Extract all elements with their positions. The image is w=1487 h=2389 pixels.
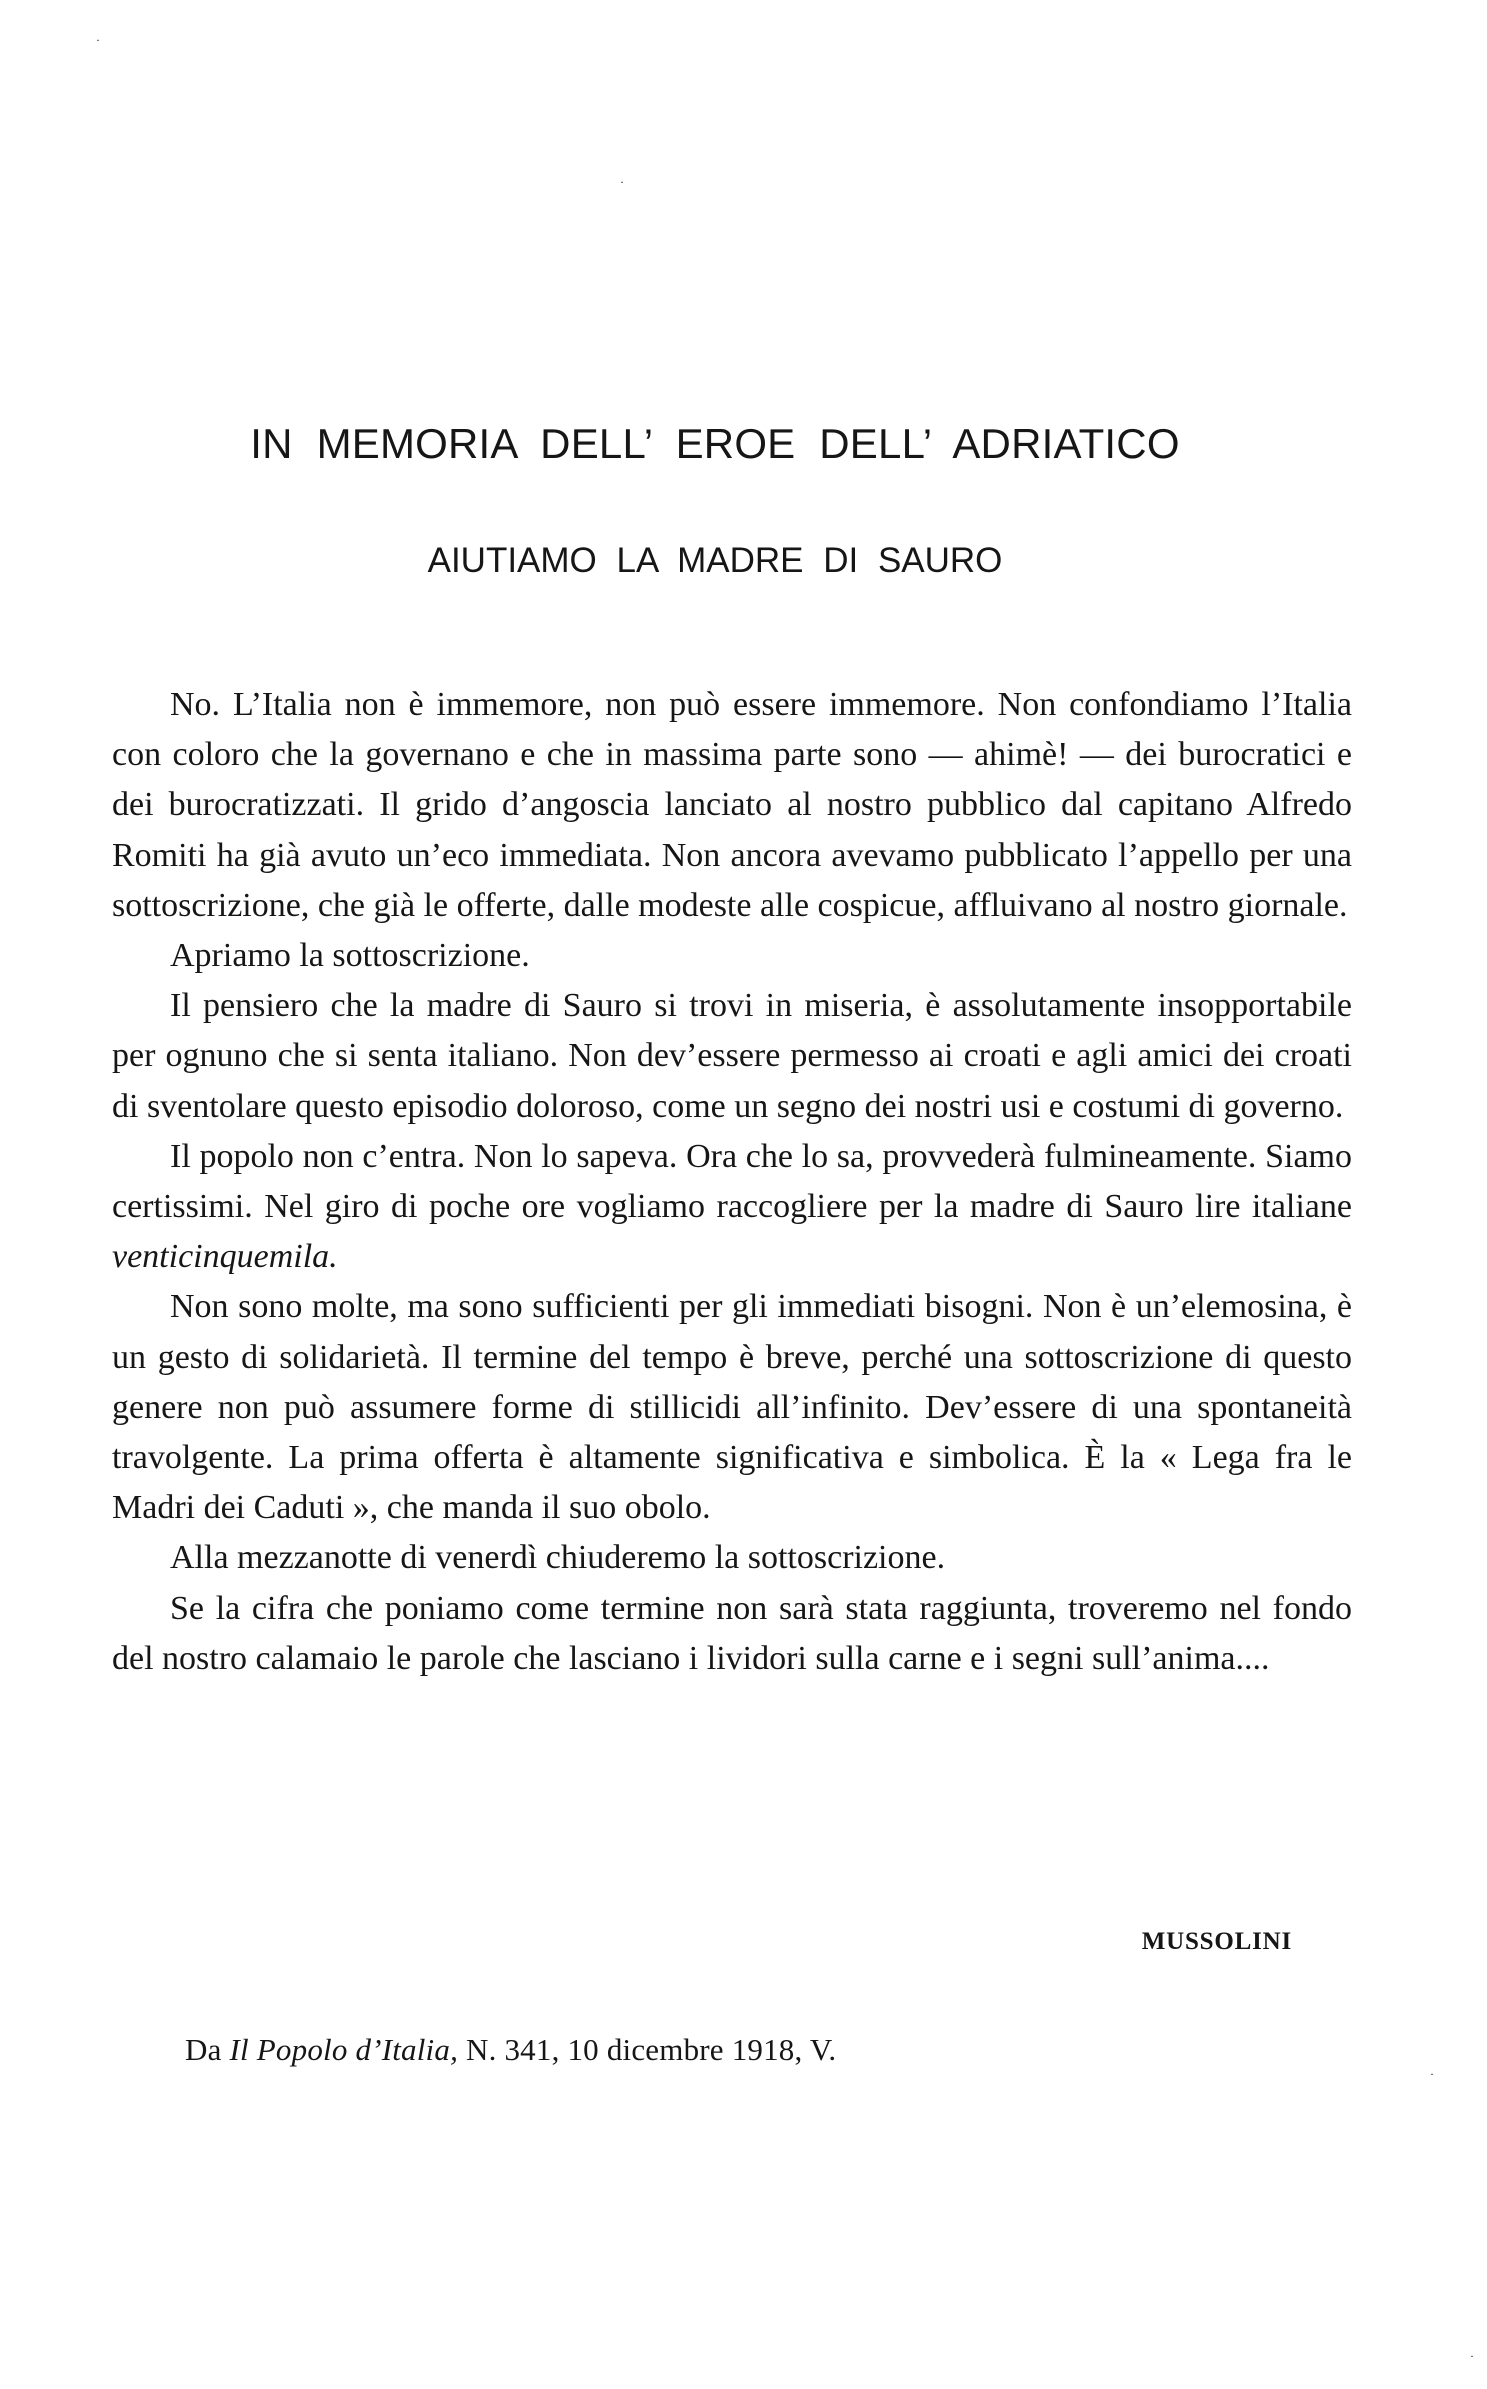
paragraph-4-text: Il popolo non c’entra. Non lo sapeva. Ora che lo sa, provvederà fulmineamente. Siamo certissimi. Nel giro di poche ore vogliamo raccogliere per la madre di Sauro lire italiane <box>112 1137 1352 1226</box>
print-speck: · <box>620 175 624 189</box>
paragraph-7: Se la cifra che poniamo come termine non sarà stata raggiunta, troveremo nel fondo del nostro calamaio le parole che lasciano i lividori sulla carne e i segni sull’anima.... <box>112 1589 1352 1677</box>
paragraph-1: No. L’Italia non è immemore, non può essere immemore. Non confondiamo l’Italia con coloro che la governano e che in massima parte sono — ahimè! — dei burocratici e dei burocratizzati. Il grido d’angoscia lanciato al nostro pubblico dal capitano Alfredo Romiti ha già avuto un’eco immediata. Non ancora avevamo pubblicato l’appello per una sottoscrizione, che già le offerte, dalle modeste alle cospicue, affluivano al nostro giornale. <box>112 686 1352 924</box>
source-title: Il Popolo d’Italia, <box>229 2032 459 2067</box>
print-speck: · <box>96 33 100 47</box>
paragraph-5: Non sono molte, ma sono sufficienti per gli immediati bisogni. Non è un’elemosina, è un gesto di solidarietà. Il termine del tempo è breve, perché una sottoscrizione di questo genere non può assumere forme di stillicidi all’infinito. Dev’essere di una spontaneità travolgente. La prima offerta è altamente significativa e simbolica. È la « Lega fra le Madri dei Caduti », che manda il suo obolo. <box>112 1288 1352 1527</box>
author-signature: MUSSOLINI <box>1141 1928 1292 1955</box>
print-speck: · <box>1470 2349 1474 2363</box>
paragraph-2: Apriamo la sottoscrizione. <box>170 937 530 975</box>
print-speck: · <box>1430 2067 1434 2081</box>
article-body <box>112 680 1352 1684</box>
paragraph-4-amount: venticinquemila. <box>112 1238 338 1276</box>
paragraph-4 <box>112 1132 1352 1283</box>
source-citation <box>185 2032 1285 2068</box>
source-suffix: N. 341, 10 dicembre 1918, V. <box>458 2032 837 2067</box>
paragraph-6: Alla mezzanotte di venerdì chiuderemo la sottoscrizione. <box>170 1539 946 1577</box>
paragraph-3: Il pensiero che la madre di Sauro si trovi in miseria, è assolutamente insopportabile per ognuno che si senta italiano. Non dev’essere permesso ai croati e agli amici dei croati di sventolare questo episodio doloroso, come un segno dei nostri usi e costumi di governo. <box>112 987 1352 1125</box>
source-prefix: Da <box>185 2032 230 2067</box>
article-subtitle: AIUTIAMO LA MADRE DI SAURO <box>427 541 1003 580</box>
article-title: IN MEMORIA DELL’ EROE DELL’ ADRIATICO <box>250 420 1180 467</box>
